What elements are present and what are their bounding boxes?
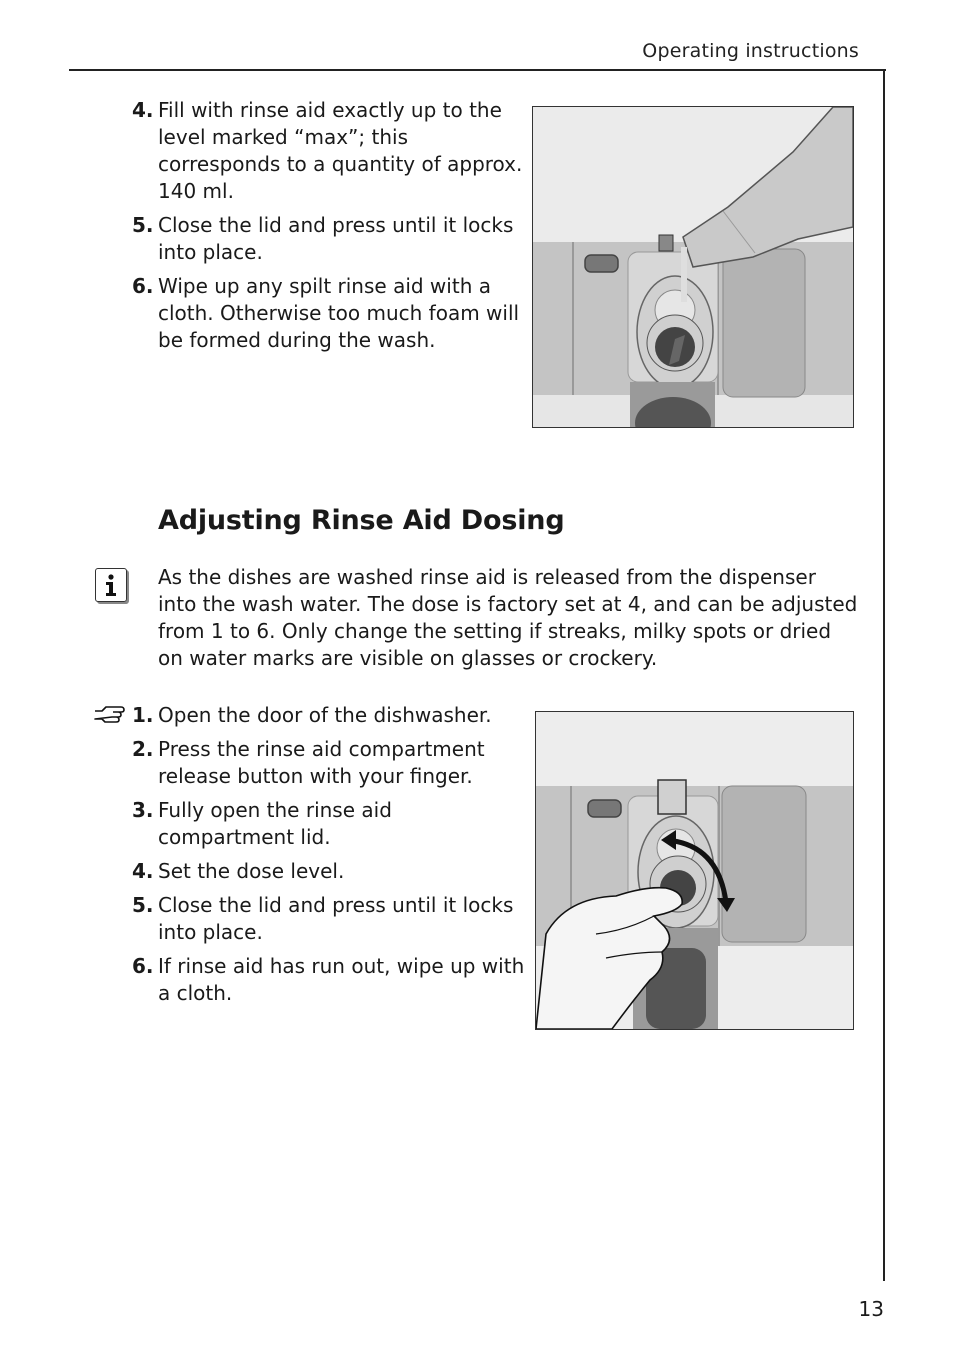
step-text: Open the door of the dishwasher.	[158, 703, 492, 727]
step-text: Fully open the rinse aid compartment lid.	[158, 798, 392, 849]
step-text: Close the lid and press until it locks into place.	[158, 213, 514, 264]
adjust-steps-list	[132, 702, 532, 1014]
step-number: 6.	[132, 274, 154, 298]
step-number: 5.	[132, 893, 154, 917]
list-item	[132, 97, 532, 205]
filling-rinse-aid-illustration	[532, 106, 854, 428]
step-text: Close the lid and press until it locks into place.	[158, 893, 514, 944]
step-number: 1.	[132, 703, 154, 727]
list-item	[132, 736, 532, 790]
pointing-hand-icon	[93, 703, 127, 727]
step-number: 6.	[132, 954, 154, 978]
adjusting-dose-illustration	[535, 711, 854, 1030]
info-paragraph: As the dishes are washed rinse aid is released from the dispenser into the wash water. The dose is factory set at 4, and can be adjusted from 1 to 6. Only change the setting if streaks, milky spots or dried on water marks are visible on glasses or crockery.	[158, 565, 858, 670]
step-text: If rinse aid has run out, wipe up with a cloth.	[158, 954, 525, 1005]
header-rule	[69, 69, 886, 71]
section-title: Adjusting Rinse Aid Dosing	[158, 505, 565, 536]
info-icon	[95, 568, 127, 602]
step-number: 5.	[132, 213, 154, 237]
list-item	[132, 953, 532, 1007]
step-text: Wipe up any spilt rinse aid with a cloth. Otherwise too much foam will be formed during the wash.	[158, 274, 520, 352]
step-number: 4.	[132, 859, 154, 883]
page-number: 13	[858, 1297, 884, 1321]
margin-rule	[883, 69, 885, 1281]
step-text: Press the rinse aid compartment release button with your finger.	[158, 737, 485, 788]
step-number: 2.	[132, 737, 154, 761]
list-item	[132, 212, 532, 266]
list-item	[132, 273, 532, 354]
fill-steps-list	[132, 97, 532, 361]
step-number: 3.	[132, 798, 154, 822]
step-text: Set the dose level.	[158, 859, 345, 883]
header-section-label: Operating instructions	[642, 40, 859, 62]
step-text: Fill with rinse aid exactly up to the level marked “max”; this corresponds to a quantity of approx. 140 ml.	[158, 98, 523, 203]
step-number: 4.	[132, 98, 154, 122]
list-item	[132, 858, 532, 885]
list-item	[132, 797, 532, 851]
list-item	[132, 702, 532, 729]
list-item	[132, 892, 532, 946]
